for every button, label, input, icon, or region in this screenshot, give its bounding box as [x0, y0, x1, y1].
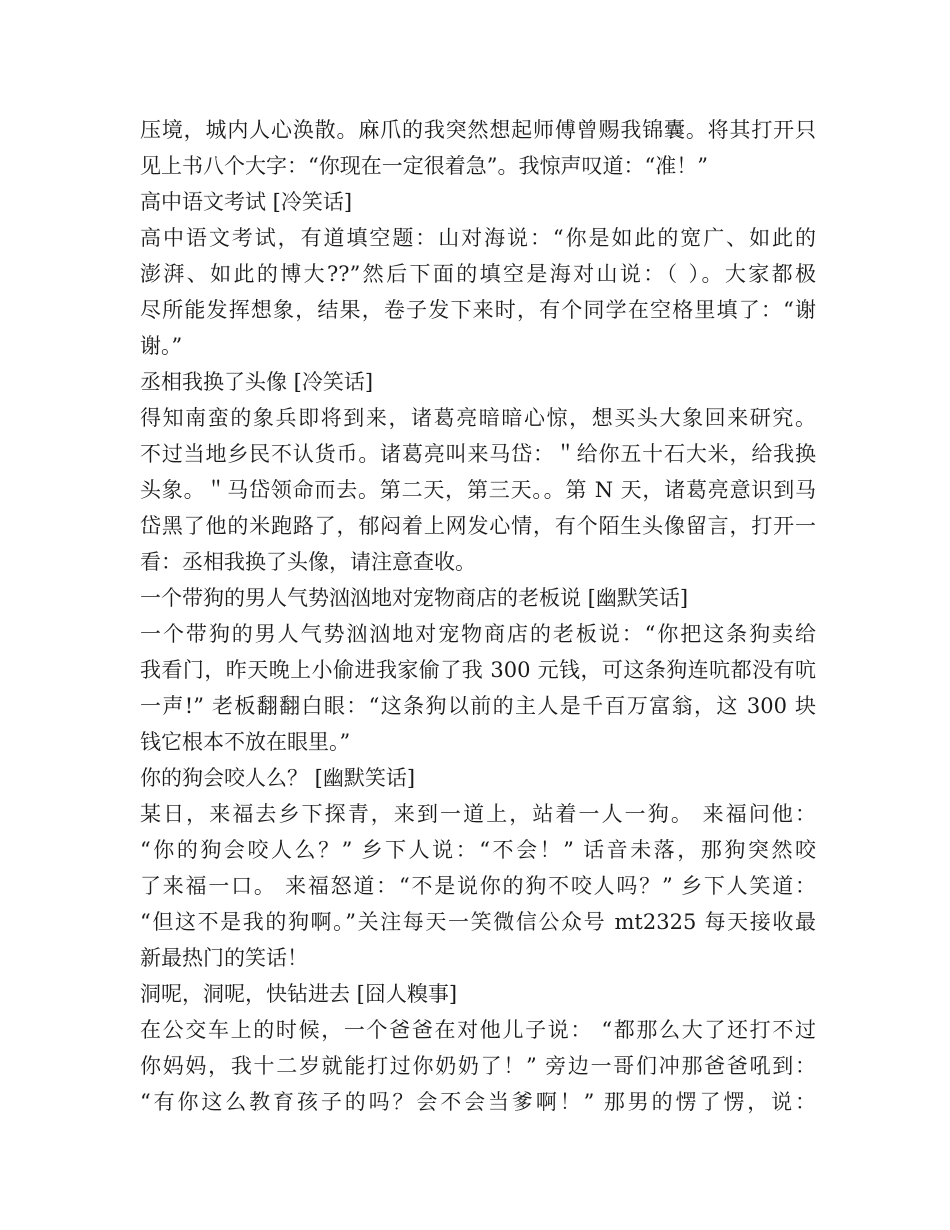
- text-line: 一个带狗的男人气势汹汹地对宠物商店的老板说 [幽默笑话]: [140, 586, 689, 610]
- text-line: 谢。”: [140, 334, 183, 358]
- text-line: 了来福一口。 来福怒道：“不是说你的狗不咬人吗？” 乡下人笑道：: [140, 874, 816, 898]
- text-line: “但这不是我的狗啊。”关注每天一笑微信公众号 mt2325 每天接收最: [140, 910, 816, 934]
- text-line: 头象。＂马岱领命而去。第二天，第三天。。第 N 天，诸葛亮意识到马: [140, 478, 816, 502]
- text-line: 我看门，昨天晚上小偷进我家偷了我 300 元钱，可这条狗连吭都没有吭: [140, 658, 816, 682]
- text-line: 钱它根本不放在眼里。”: [140, 730, 351, 754]
- text-line: “你的狗会咬人么？” 乡下人说：“不会！” 话音未落，那狗突然咬: [140, 838, 816, 862]
- text-line: 在公交车上的时候，一个爸爸在对他儿子说： “都那么大了还打不过: [140, 1018, 816, 1042]
- text-line: 不过当地乡民不认货币。诸葛亮叫来马岱：＂给你五十石大米，给我换: [140, 442, 816, 466]
- document-body: [140, 112, 816, 1120]
- text-line: 看：丞相我换了头像，请注意查收。: [140, 550, 476, 574]
- text-line: 你的狗会咬人么？ [幽默笑话]: [140, 766, 416, 790]
- text-line: 你妈妈，我十二岁就能打过你奶奶了！” 旁边一哥们冲那爸爸吼到：: [140, 1054, 816, 1078]
- text-line: 新最热门的笑话！: [140, 946, 308, 970]
- text-line: 一个带狗的男人气势汹汹地对宠物商店的老板说：“你把这条狗卖给: [140, 622, 816, 646]
- text-line: 尽所能发挥想象，结果，卷子发下来时，有个同学在空格里填了：“谢: [140, 298, 816, 322]
- text-line: 高中语文考试 [冷笑话]: [140, 190, 353, 214]
- text-line: 丞相我换了头像 [冷笑话]: [140, 370, 374, 394]
- text-line: 压境，城内人心涣散。麻爪的我突然想起师傅曾赐我锦囊。将其打开只: [140, 118, 816, 142]
- text-line: 见上书八个大字：“你现在一定很着急”。我惊声叹道：“准！”: [140, 154, 708, 178]
- text-line: 某日，来福去乡下探青，来到一道上，站着一人一狗。 来福问他：: [140, 802, 816, 826]
- text-line: 岱黑了他的米跑路了，郁闷着上网发心情，有个陌生头像留言，打开一: [140, 514, 816, 538]
- text-line: “有你这么教育孩子的吗？会不会当爹啊！” 那男的愣了愣，说：: [140, 1090, 816, 1114]
- text-line: 一声!” 老板翻翻白眼：“这条狗以前的主人是千百万富翁，这 300 块: [140, 694, 816, 718]
- text-line: 澎湃、如此的博大??”然后下面的填空是海对山说：（ ）。大家都极: [140, 262, 816, 286]
- text-line: 洞呢，洞呢，快钻进去 [囧人糗事]: [140, 982, 458, 1006]
- text-line: 高中语文考试，有道填空题：山对海说：“你是如此的宽广、如此的: [140, 226, 816, 250]
- text-line: 得知南蛮的象兵即将到来，诸葛亮暗暗心惊，想买头大象回来研究。: [140, 406, 816, 430]
